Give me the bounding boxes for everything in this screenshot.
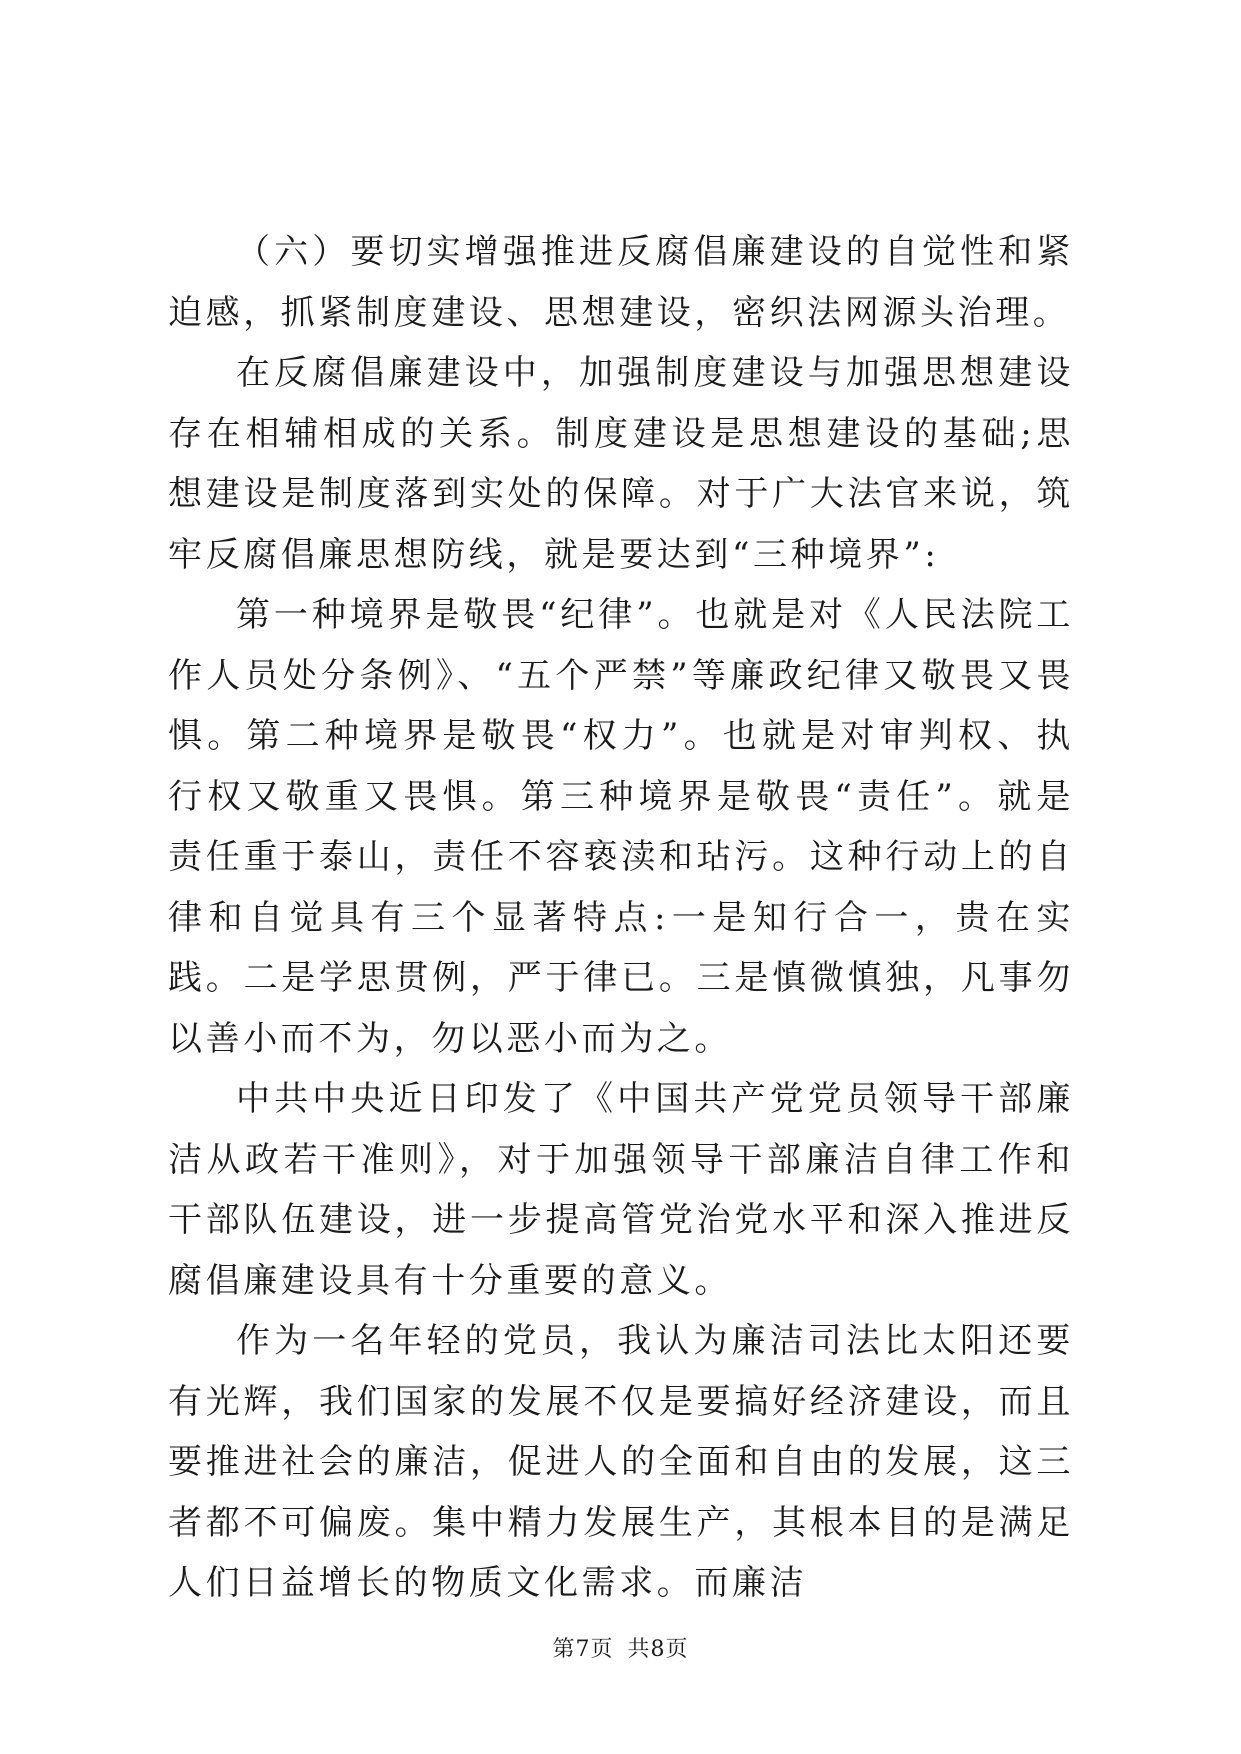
paragraph-5: 作为一名年轻的党员，我认为廉洁司法比太阳还要有光辉，我们国家的发展不仅是要搞好经济建设，而且要推进社会的廉洁，促进人的全面和自由的发展，这三者都不可偏废。集中精力发展生产，其根本目的是满足人们日益增长的物质文化需求。而廉洁 (168, 1321, 1074, 1603)
page-number-total: 共8页 (627, 1637, 689, 1662)
paragraph-2: 在反腐倡廉建设中，加强制度建设与加强思想建设存在相辅相成的关系。制度建设是思想建设的基础;思想建设是制度落到实处的保障。对于广大法官来说，筑牢反腐倡廉思想防线，就是要达到“三种境界”: (168, 353, 1074, 575)
paragraph-1: （六）要切实增强推进反腐倡廉建设的自觉性和紧迫感，抓紧制度建设、思想建设，密织法网源头治理。 (168, 232, 1074, 333)
paragraph-4: 中共中央近日印发了《中国共产党党员领导干部廉洁从政若干准则》，对于加强领导干部廉洁自律工作和干部队伍建设，进一步提高管党治党水平和深入推进反腐倡廉建设具有十分重要的意义。 (168, 1079, 1074, 1301)
page-footer (0, 1632, 1241, 1663)
page-number-current: 第7页 (552, 1637, 614, 1662)
paragraph-3: 第一种境界是敬畏“纪律”。也就是对《人民法院工作人员处分条例》、“五个严禁”等廉政纪律又敬畏又畏惧。第二种境界是敬畏“权力”。也就是对审判权、执行权又敬重又畏惧。第三种境界是敬畏“责任”。就是责任重于泰山，责任不容亵渎和玷污。这种行动上的自律和自觉具有三个显著特点:一是知行合一，贵在实践。二是学思贯例，严于律已。三是慎微慎独，凡事勿以善小而不为，勿以恶小而为之。 (168, 595, 1074, 1059)
document-body (168, 222, 1074, 1614)
